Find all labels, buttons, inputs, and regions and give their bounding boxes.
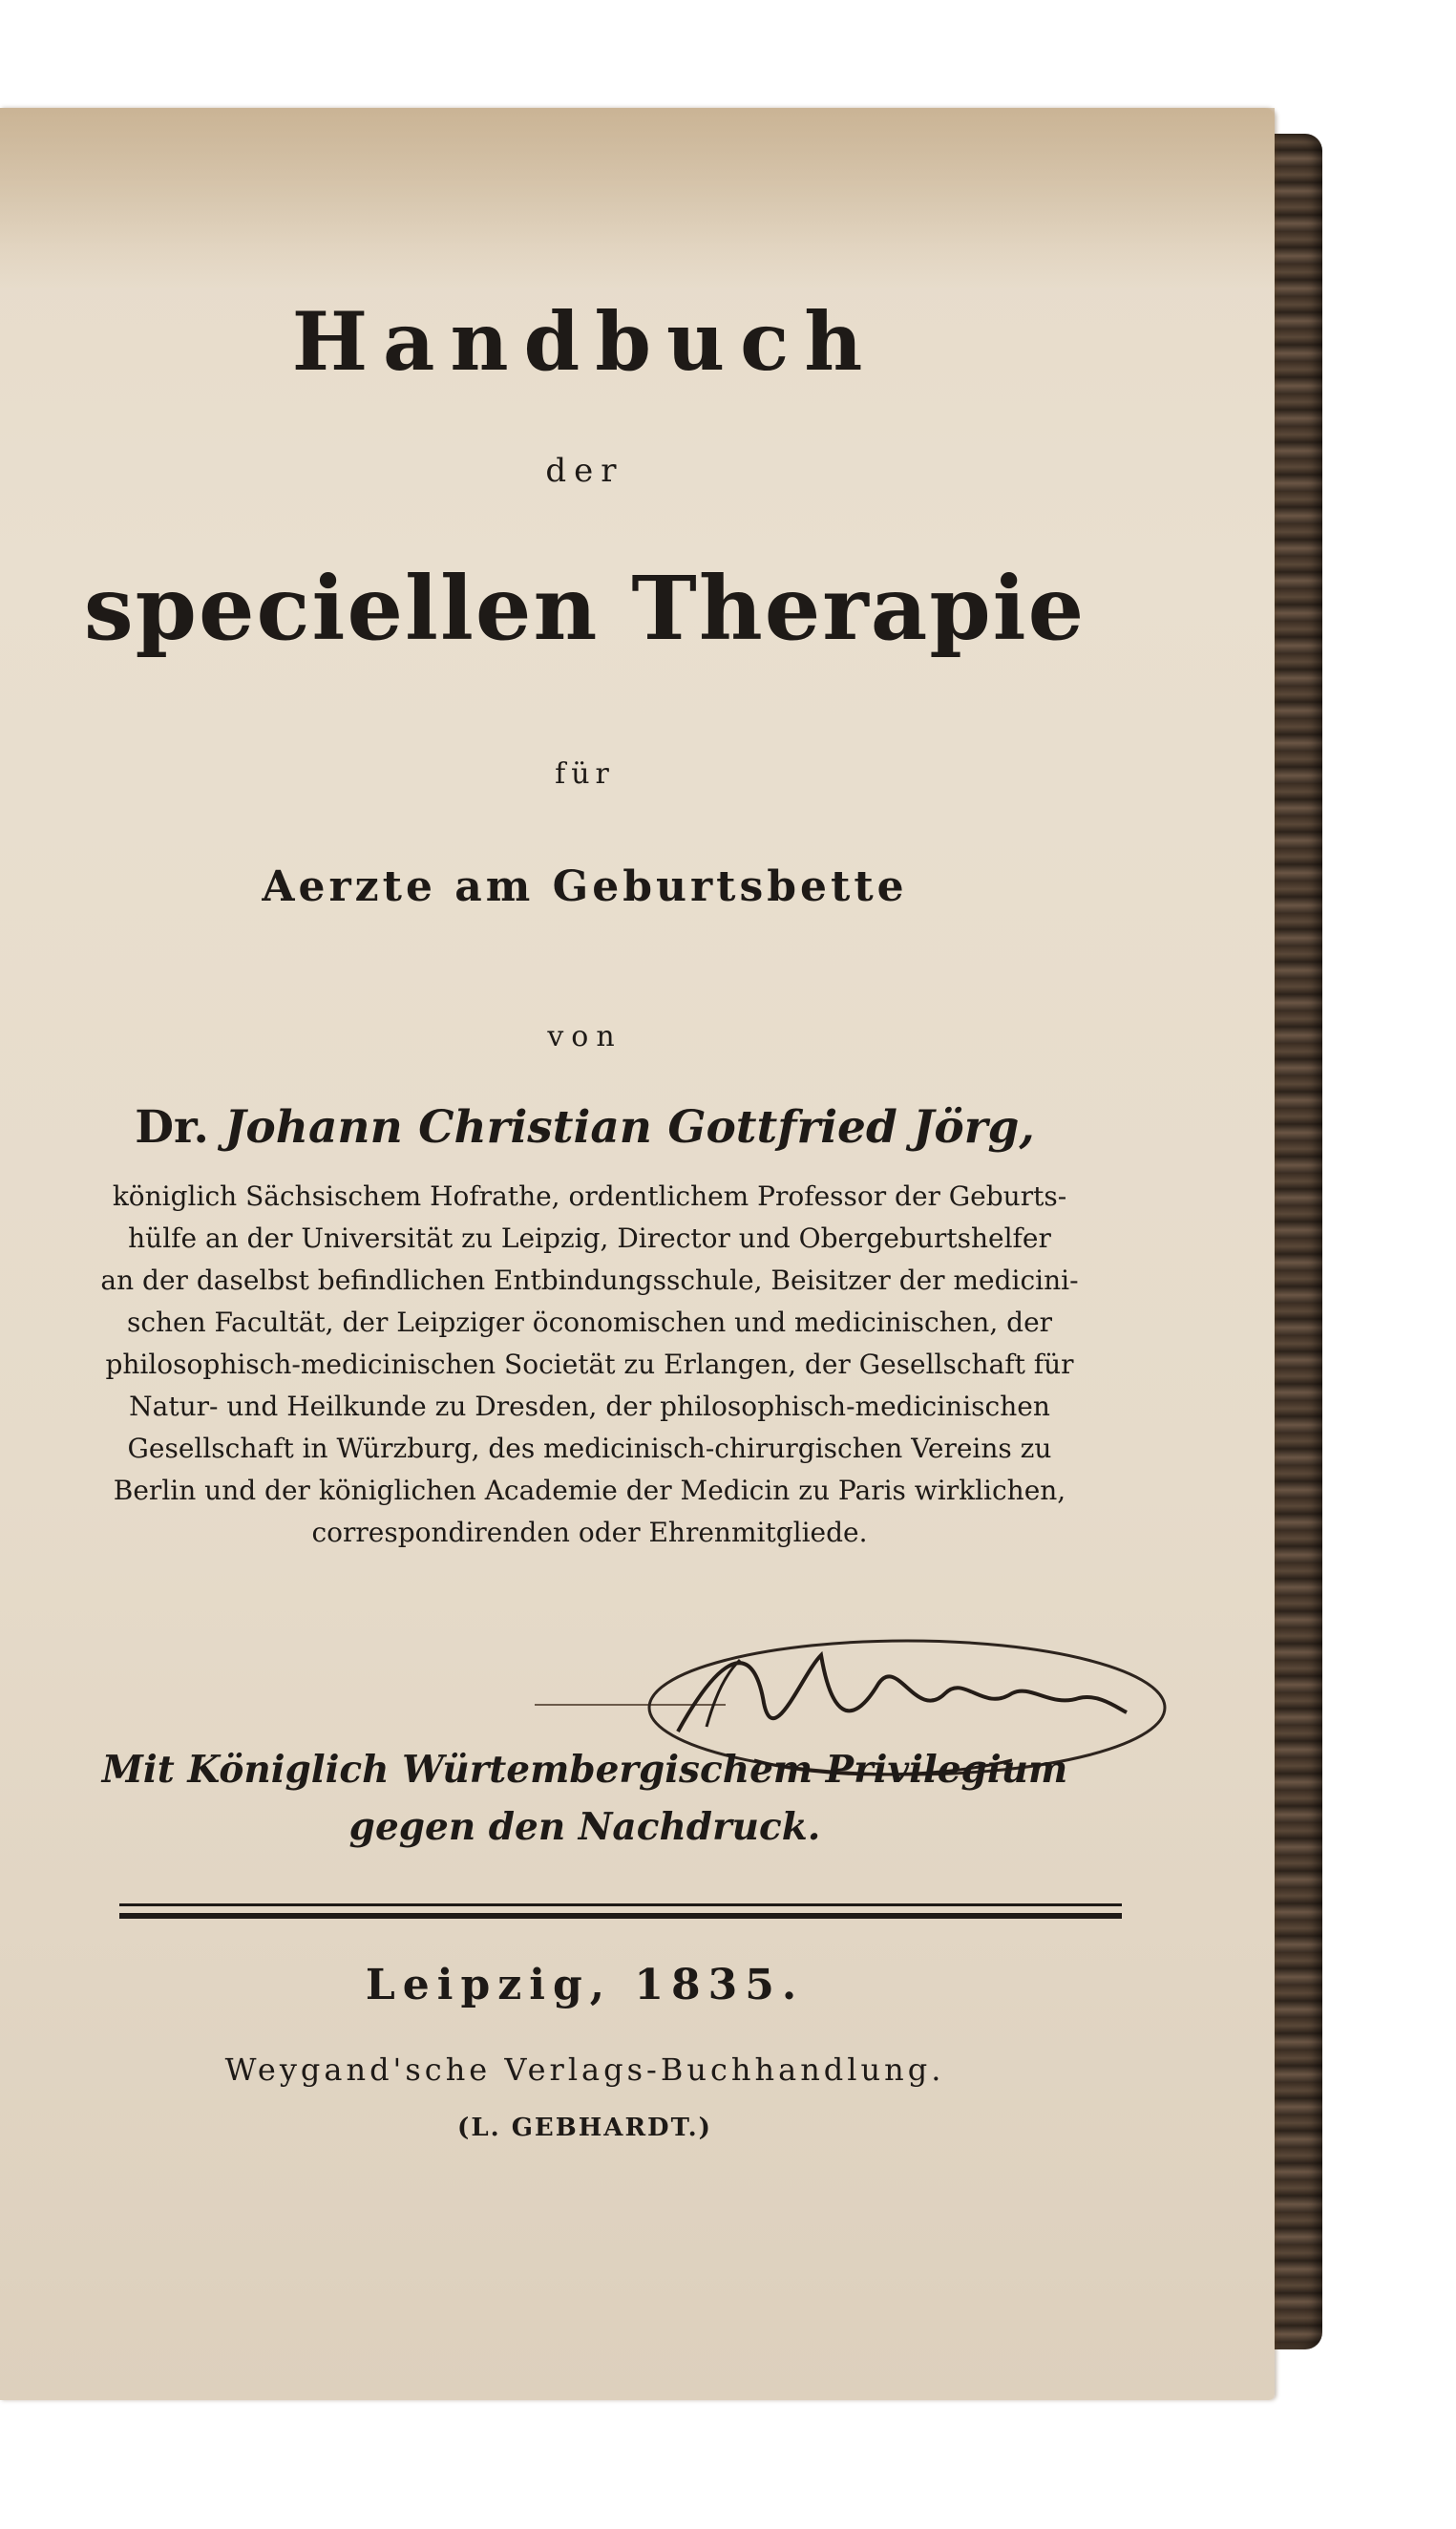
author-prefix: Dr. <box>135 1101 209 1154</box>
title-article: der <box>545 452 624 490</box>
author-title-line: königlich Sächsischem Hofrathe, ordentlichem Professor der Geburts- <box>112 1180 1067 1212</box>
author-title-line: an der daselbst befindlichen Entbindungsschule, Beisitzer der medicini- <box>100 1264 1079 1296</box>
privilege-line-2: gegen den Nachdruck. <box>348 1805 821 1849</box>
author-name: Johann Christian Gottfried Jörg, <box>224 1101 1035 1154</box>
title-preposition: für <box>555 757 615 791</box>
privilege-notice <box>0 1741 1170 1856</box>
author-title-line: Natur- und Heilkunde zu Dresden, der philosophisch-medicinischen <box>129 1391 1050 1422</box>
author-title-line: schen Facultät, der Leipziger öconomischen und medicinischen, der <box>126 1307 1053 1338</box>
author-title-line: Gesellschaft in Würzburg, des medicinisch-chirurgischen Vereins zu <box>127 1433 1052 1464</box>
author-titles <box>53 1176 1127 1554</box>
imprint-place-year: Leipzig, 1835. <box>365 1961 805 2009</box>
author-title-line: hülfe an der Universität zu Leipzig, Director und Obergeburtshelfer <box>128 1222 1051 1254</box>
author-title-line: philosophisch-medicinischen Societät zu Erlangen, der Gesellschaft für <box>105 1349 1074 1380</box>
page-stain <box>0 108 1275 289</box>
author-title-line: Berlin und der königlichen Academie der Medicin zu Paris wirklichen, <box>113 1475 1066 1506</box>
title-page <box>0 108 1275 2400</box>
imprint-publisher: Weygand'sche Verlags-Buchhandlung. <box>224 2051 945 2088</box>
divider-rule-thick <box>119 1913 1122 1919</box>
book-title: Handbuch <box>291 294 878 389</box>
privilege-line-1: Mit Königlich Würtembergischem Privilegium <box>101 1748 1068 1792</box>
divider-rule-thin <box>119 1903 1122 1906</box>
book-audience: Aerzte am Geburtsbette <box>262 862 908 911</box>
imprint-printer: (L. GEBHARDT.) <box>457 2114 712 2142</box>
book-subtitle: speciellen Therapie <box>83 557 1087 660</box>
author-by: von <box>547 1020 622 1053</box>
author-title-line: correspondirenden oder Ehrenmitgliede. <box>311 1517 868 1548</box>
author-line <box>0 1101 1170 1154</box>
